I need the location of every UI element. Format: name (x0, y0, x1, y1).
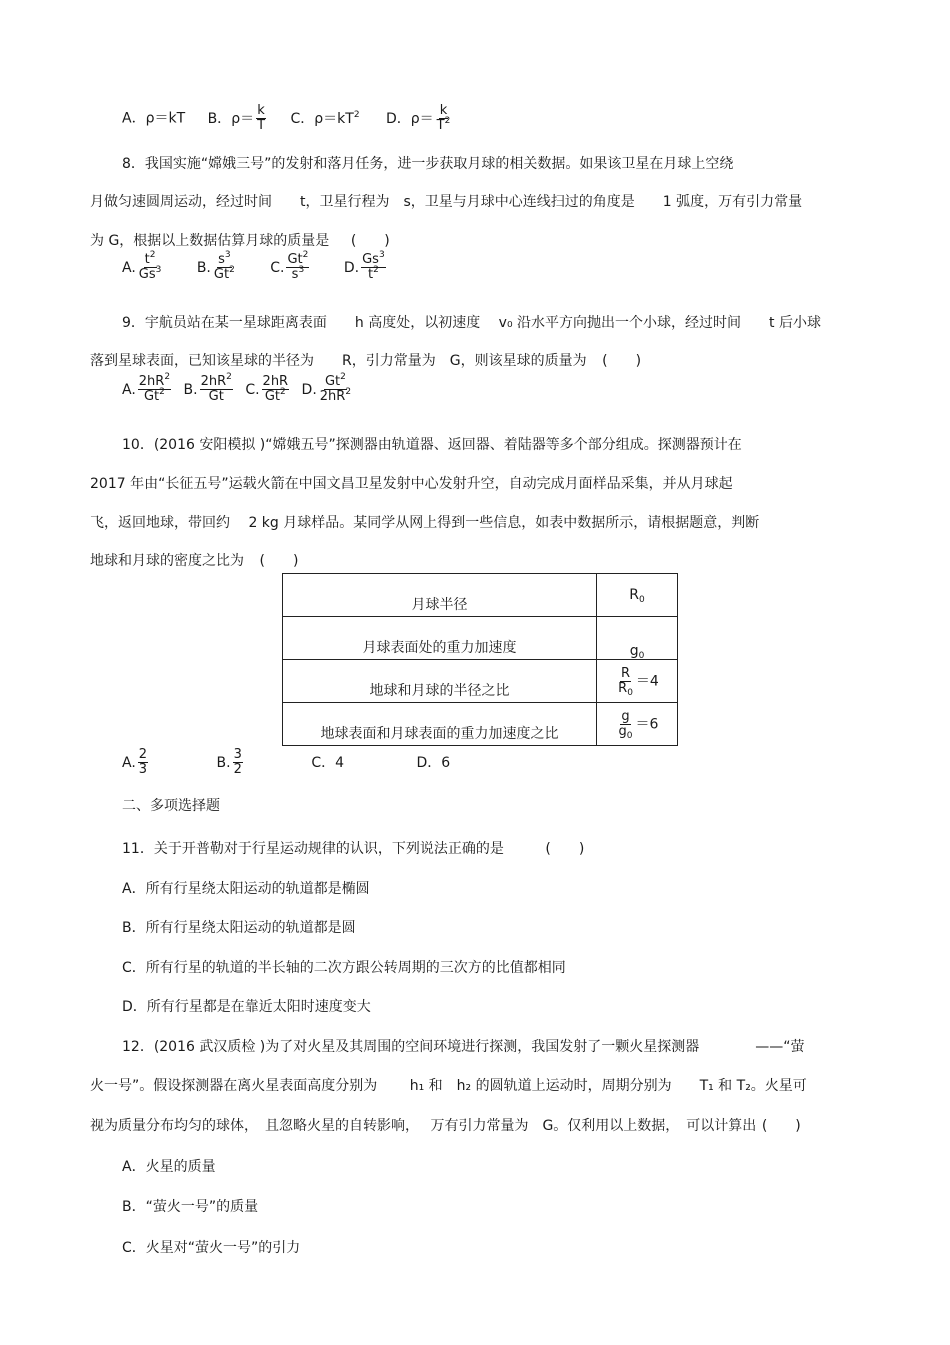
data-table (282, 573, 678, 746)
answer-paren: ( ) (350, 233, 390, 249)
table-label: 地球和月球的半径之比 (283, 660, 597, 703)
q8-line-3: 为 G，根据以上数据估算月球的质量是 ( ) (90, 233, 390, 249)
q8-line-1: 8．我国实施“嫦娥三号”的发射和落月任务，进一步获取月球的相关数据。如果该卫星在月球上空绕 (122, 156, 734, 172)
q10-option-a: A. $\frac{2}{3}$ (122, 747, 148, 777)
table-label: 月球表面处的重力加速度 (283, 617, 597, 660)
q9-line-2: 落到星球表面，已知该星球的半径为 R，引力常量为 G，则该星球的质量为 ( ) (90, 353, 642, 369)
q9-line-1: 9．宇航员站在某一星球距离表面 h 高度处，以初速度 v₀ 沿水平方向抛出一个小球，经过时间 t 后小球 (122, 315, 821, 331)
q7-option-c: C．$\rho=kT^2$ (290, 109, 360, 127)
table-row (283, 574, 678, 617)
q11-option-d: D．所有行星都是在靠近太阳时速度变大 (122, 999, 371, 1015)
q8-line-2: 月做匀速圆周运动，经过时间 t，卫星行程为 s，卫星与月球中心连线扫过的角度是 1 弧度，万有引力常量 (90, 194, 803, 210)
q12-option-b: B．“萤火一号”的质量 (122, 1199, 259, 1215)
answer-paren: ( ) (602, 353, 642, 369)
q8-option-b: B. $\frac{s^3}{Gt^2}$ (196, 250, 235, 282)
q11-option-b: B．所有行星绕太阳运动的轨道都是圆 (122, 920, 356, 936)
table-value: $R_0$ (597, 574, 678, 617)
table-row (283, 617, 678, 660)
q12-line-2: 火一号”。假设探测器在离火星表面高度分别为 h₁ 和 h₂ 的圆轨道上运动时，周期分别为 T₁ 和 T₂。火星可 (90, 1078, 807, 1094)
q10-line-1: 10．(2016 安阳模拟 )“嫦娥五号”探测器由轨道器、返回器、着陆器等多个部分组成。探测器预计在 (122, 437, 742, 453)
q10-option-b: B. $\frac{3}{2}$ (216, 747, 242, 777)
q11-stem: 11．关于开普勒对于行星运动规律的认识，下列说法正确的是 ( ) (122, 841, 585, 857)
q12-option-a: A．火星的质量 (122, 1159, 216, 1175)
q10-line-4: 地球和月球的密度之比为 ( ) (90, 553, 299, 569)
q12-line-3: 视为质量分布均匀的球体， 且忽略火星的自转影响， 万有引力常量为 G。仅利用以上数据， 可以计算出 ( ) (90, 1118, 801, 1134)
answer-paren: ( ) (761, 1118, 801, 1134)
q12-line-1: 12．(2016 武汉质检 )为了对火星及其周围的空间环境进行探测，我国发射了一颗火星探测器 ——“萤 (122, 1039, 805, 1055)
q7-options (122, 104, 453, 133)
answer-paren: ( ) (259, 553, 299, 569)
q9-option-a: A. $\frac{2hR^2}{Gt^2}$ (122, 372, 171, 404)
q7-option-a: A．ρ＝kT (122, 110, 186, 127)
q9-option-d: D. $\frac{Gt^2}{2hR^2}$ (301, 372, 352, 404)
q8-options (122, 250, 388, 282)
q10-option-d: D．6 (416, 754, 451, 771)
table-value: $g_0$ (597, 617, 678, 660)
table-value: $\frac{R}{R_0}$ ＝4 (597, 660, 678, 703)
q10-line-3: 飞，返回地球，带回约 2 kg 月球样品。某同学从网上得到一些信息，如表中数据所示，请根据题意，判断 (90, 515, 760, 531)
q8-option-a: A. $\frac{t^2}{Gs^3}$ (122, 250, 162, 282)
table-label: 地球表面和月球表面的重力加速度之比 (283, 703, 597, 746)
q7-option-d: D．ρ＝ $\frac{k}{T^2}$ (386, 103, 451, 133)
q8-option-c: C. $\frac{Gt^2}{s^3}$ (270, 250, 309, 282)
q12-option-c: C．火星对“萤火一号”的引力 (122, 1240, 301, 1256)
table-row (283, 703, 678, 746)
q8-option-d: D. $\frac{Gs^3}{t^2}$ (343, 250, 385, 282)
answer-paren: ( ) (545, 841, 585, 857)
table-label: 月球半径 (283, 574, 597, 617)
q10-options (122, 748, 450, 777)
table-row (283, 660, 678, 703)
section-heading: 二、多项选择题 (122, 798, 220, 814)
q9-options (122, 372, 354, 404)
q11-option-a: A．所有行星绕太阳运动的轨道都是椭圆 (122, 881, 370, 897)
q10-line-2: 2017 年由“长征五号”运载火箭在中国文昌卫星发射中心发射升空，自动完成月面样品采集，并从月球起 (90, 476, 733, 492)
q9-option-b: B. $\frac{2hR^2}{Gt}$ (183, 372, 232, 404)
q10-option-c: C．4 (311, 754, 345, 771)
q11-option-c: C．所有行星的轨道的半长轴的二次方跟公转周期的三次方的比值都相同 (122, 960, 566, 976)
q7-option-b: B．ρ＝ $\frac{k}{T}$ (207, 103, 266, 133)
q9-option-c: C. $\frac{2hR}{Gt^2}$ (245, 374, 289, 404)
table-value: $\frac{g}{g_0}$ ＝6 (597, 703, 678, 746)
